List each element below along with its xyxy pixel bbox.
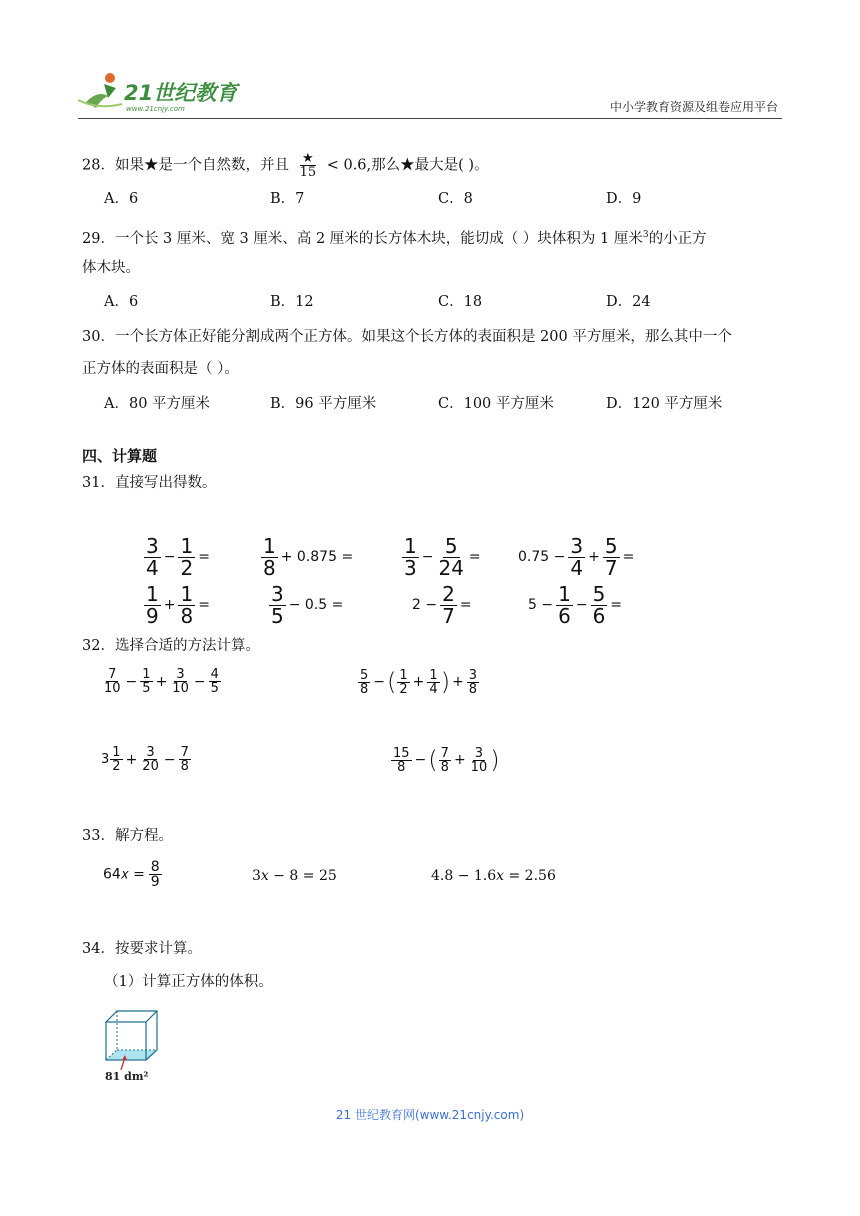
cube-area-label: 81 dm² — [105, 1070, 149, 1083]
q32-expr-4: $\frac{15}{8}$ −( $\frac{7}{8}$ + $\frac{3}{10}$ ) — [393, 745, 500, 775]
q31-expr-4: 0.75 − $\frac{3}{4}$ + $\frac{5}{7}$ = — [518, 534, 635, 580]
question-34-sub-1: （1）计算正方体的体积。 — [104, 974, 273, 990]
question-28-stem: 28．如果★是一个自然数，并且 $\frac{★}{15}$ < 0.6,那么★最大是( )。 — [82, 151, 489, 180]
q29-option-c[interactable]: C．18 — [438, 294, 483, 310]
q33-equation-2: 3𝑥 − 8 = 25 — [252, 868, 337, 884]
q31-expr-1: $\frac{3}{4}$ − $\frac{1}{2}$ = — [146, 534, 210, 580]
q32-expr-1: $\frac{7}{10}$ − $\frac{1}{5}$ + $\frac{3}{10}$ − $\frac{4}{5}$ — [104, 667, 219, 696]
q31-expr-5: $\frac{1}{9}$ + $\frac{1}{8}$ = — [146, 582, 210, 628]
cube-figure — [103, 1008, 163, 1088]
cube-diagram-icon — [103, 1008, 163, 1084]
star-over-15-fraction: $\frac{★}{15}$ — [299, 151, 317, 180]
header-platform-text: 中小学教育资源及组卷应用平台 — [609, 100, 778, 114]
q28-option-d[interactable]: D．9 — [606, 191, 642, 207]
logo — [78, 70, 248, 114]
q29-option-d[interactable]: D．24 — [606, 294, 651, 310]
q33-equation-3: 4.8 − 1.6𝑥 = 2.56 — [431, 868, 556, 884]
question-30-line-2: 正方体的表面积是（ ）。 — [82, 361, 239, 377]
q30-option-a[interactable]: A．80 平方厘米 — [104, 396, 211, 412]
question-29-line-2: 体木块。 — [82, 260, 140, 276]
question-32-stem: 32．选择合适的方法计算。 — [82, 638, 260, 654]
q30-option-b[interactable]: B．96 平方厘米 — [270, 396, 377, 412]
q31-expr-3: $\frac{1}{3}$ − $\frac{5}{24}$ = — [404, 534, 481, 580]
q28-option-c[interactable]: C．8 — [438, 191, 473, 207]
logo-runner-icon — [78, 70, 248, 114]
q28-option-a[interactable]: A．6 — [104, 191, 139, 207]
question-34-stem: 34．按要求计算。 — [82, 941, 202, 957]
logo-text: 21世纪教育 — [124, 81, 238, 105]
q32-expr-3: 3 $\frac{1}{2}$ + $\frac{3}{20}$ − $\frac{7}{8}$ — [101, 745, 189, 774]
q29-option-a[interactable]: A．6 — [104, 294, 139, 310]
footer-link[interactable]: 21 世纪教育网(www.21cnjy.com) — [335, 1108, 525, 1122]
section-heading: 四、计算题 — [82, 447, 158, 465]
question-33-stem: 33．解方程。 — [82, 828, 173, 844]
q31-expr-8: 5 − $\frac{1}{6}$ − $\frac{5}{6}$ = — [528, 582, 623, 628]
q29-option-b[interactable]: B．12 — [270, 294, 314, 310]
q28-option-b[interactable]: B．7 — [270, 191, 305, 207]
q31-expr-6: $\frac{3}{5}$ − 0.5 = — [271, 582, 344, 628]
q30-option-d[interactable]: D．120 平方厘米 — [606, 396, 723, 412]
question-31-stem: 31．直接写出得数。 — [82, 475, 217, 491]
question-29-line-1: 29．一个长 3 厘米、宽 3 厘米、高 2 厘米的长方体木块，能切成（ ）块体积为 1 厘米$^3$的小正方 — [82, 230, 707, 247]
q32-expr-2: $\frac{5}{8}$ −( $\frac{1}{2}$ + $\frac{1}{4}$ ) + $\frac{3}{8}$ — [360, 667, 478, 697]
logo-url: www.21cnjy.com — [126, 105, 185, 113]
question-30-line-1: 30．一个长方体正好能分割成两个正方体。如果这个长方体的表面积是 200 平方厘米，那么其中一个 — [82, 329, 732, 345]
q33-equation-1: 64𝑥 = $\frac{8}{9}$ — [103, 859, 160, 890]
header-divider — [78, 118, 782, 119]
q31-expr-7: 2 − $\frac{2}{7}$ = — [412, 582, 472, 628]
q30-option-c[interactable]: C．100 平方厘米 — [438, 396, 554, 412]
q31-expr-2: $\frac{1}{8}$ + 0.875 = — [263, 534, 354, 580]
